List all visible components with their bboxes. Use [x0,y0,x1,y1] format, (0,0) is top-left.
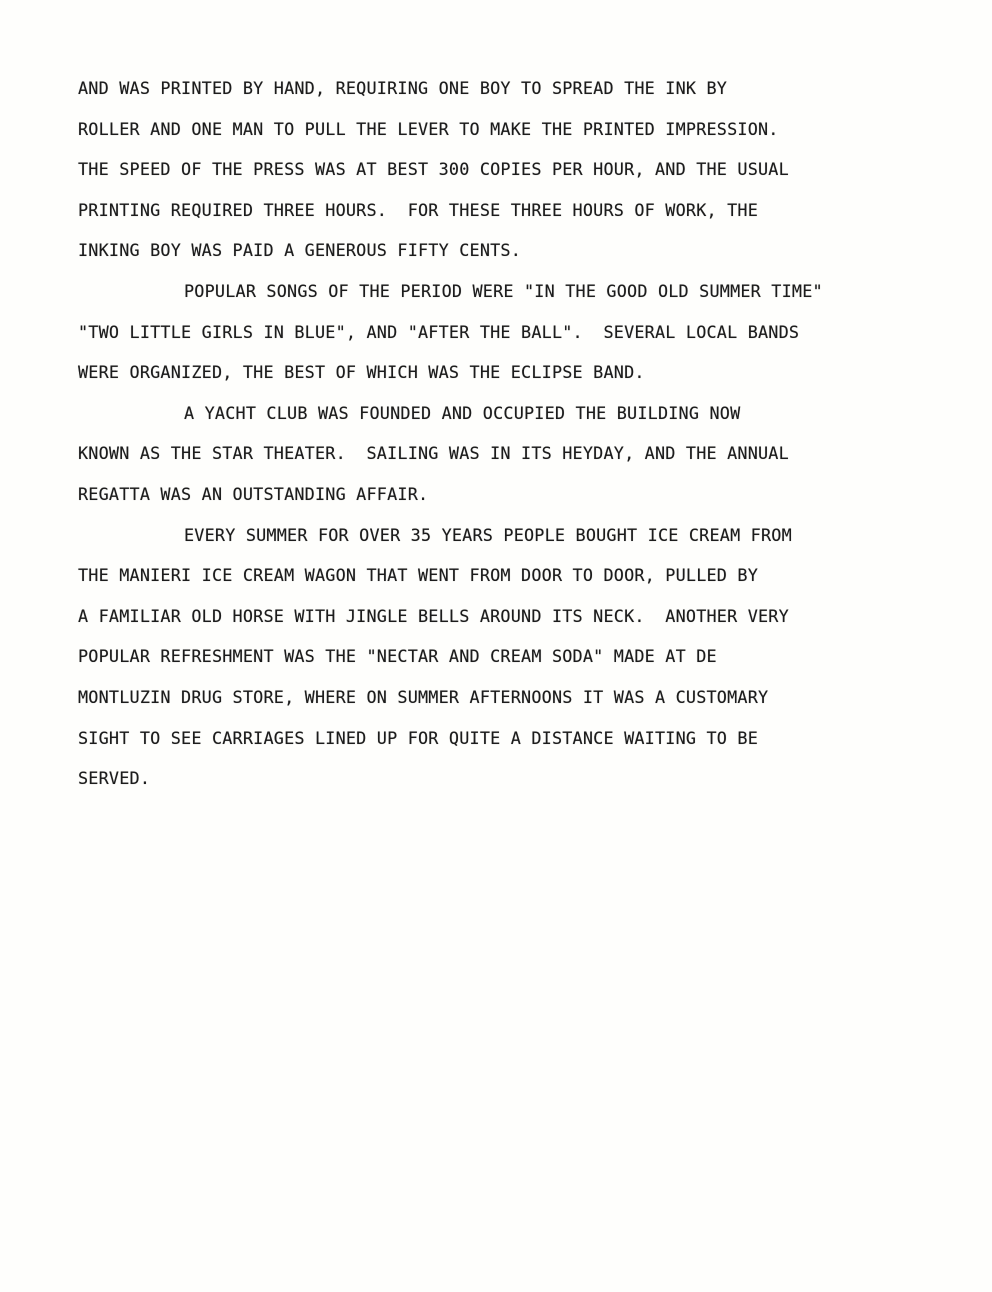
text-line: POPULAR REFRESHMENT WAS THE "NECTAR AND CREAM SODA" MADE AT DE [78,646,717,667]
text-line: A FAMILIAR OLD HORSE WITH JINGLE BELLS AROUND ITS NECK. ANOTHER VERY [78,605,789,626]
text-line: ROLLER AND ONE MAN TO PULL THE LEVER TO MAKE THE PRINTED IMPRESSION. [78,118,779,139]
text-line: AND WAS PRINTED BY HAND, REQUIRING ONE BOY TO SPREAD THE INK BY [78,78,728,98]
paragraph-start-line: A YACHT CLUB WAS FOUNDED AND OCCUPIED THE BUILDING NOW [184,402,741,423]
text-line: REGATTA WAS AN OUTSTANDING AFFAIR. [78,483,429,504]
text-line: THE SPEED OF THE PRESS WAS AT BEST 300 COPIES PER HOUR, AND THE USUAL [78,159,789,180]
text-line: WERE ORGANIZED, THE BEST OF WHICH WAS THE ECLIPSE BAND. [78,362,645,383]
text-line: SERVED. [78,768,151,789]
text-line: INKING BOY WAS PAID A GENEROUS FIFTY CENTS. [78,240,522,261]
text-line: MONTLUZIN DRUG STORE, WHERE ON SUMMER AFTERNOONS IT WAS A CUSTOMARY [78,686,769,707]
paragraph-start-line: EVERY SUMMER FOR OVER 35 YEARS PEOPLE BOUGHT ICE CREAM FROM [184,524,792,545]
text-line: KNOWN AS THE STAR THEATER. SAILING WAS IN ITS HEYDAY, AND THE ANNUAL [78,443,789,464]
text-line: SIGHT TO SEE CARRIAGES LINED UP FOR QUITE A DISTANCE WAITING TO BE [78,727,759,748]
text-line: THE MANIERI ICE CREAM WAGON THAT WENT FROM DOOR TO DOOR, PULLED BY [78,565,759,586]
text-line: "TWO LITTLE GIRLS IN BLUE", AND "AFTER THE BALL". SEVERAL LOCAL BANDS [78,321,800,342]
text-line: PRINTING REQUIRED THREE HOURS. FOR THESE THREE HOURS OF WORK, THE [78,199,759,220]
paragraph-start-line: POPULAR SONGS OF THE PERIOD WERE "IN THE GOOD OLD SUMMER TIME" [184,280,823,301]
document-body [78,68,958,799]
